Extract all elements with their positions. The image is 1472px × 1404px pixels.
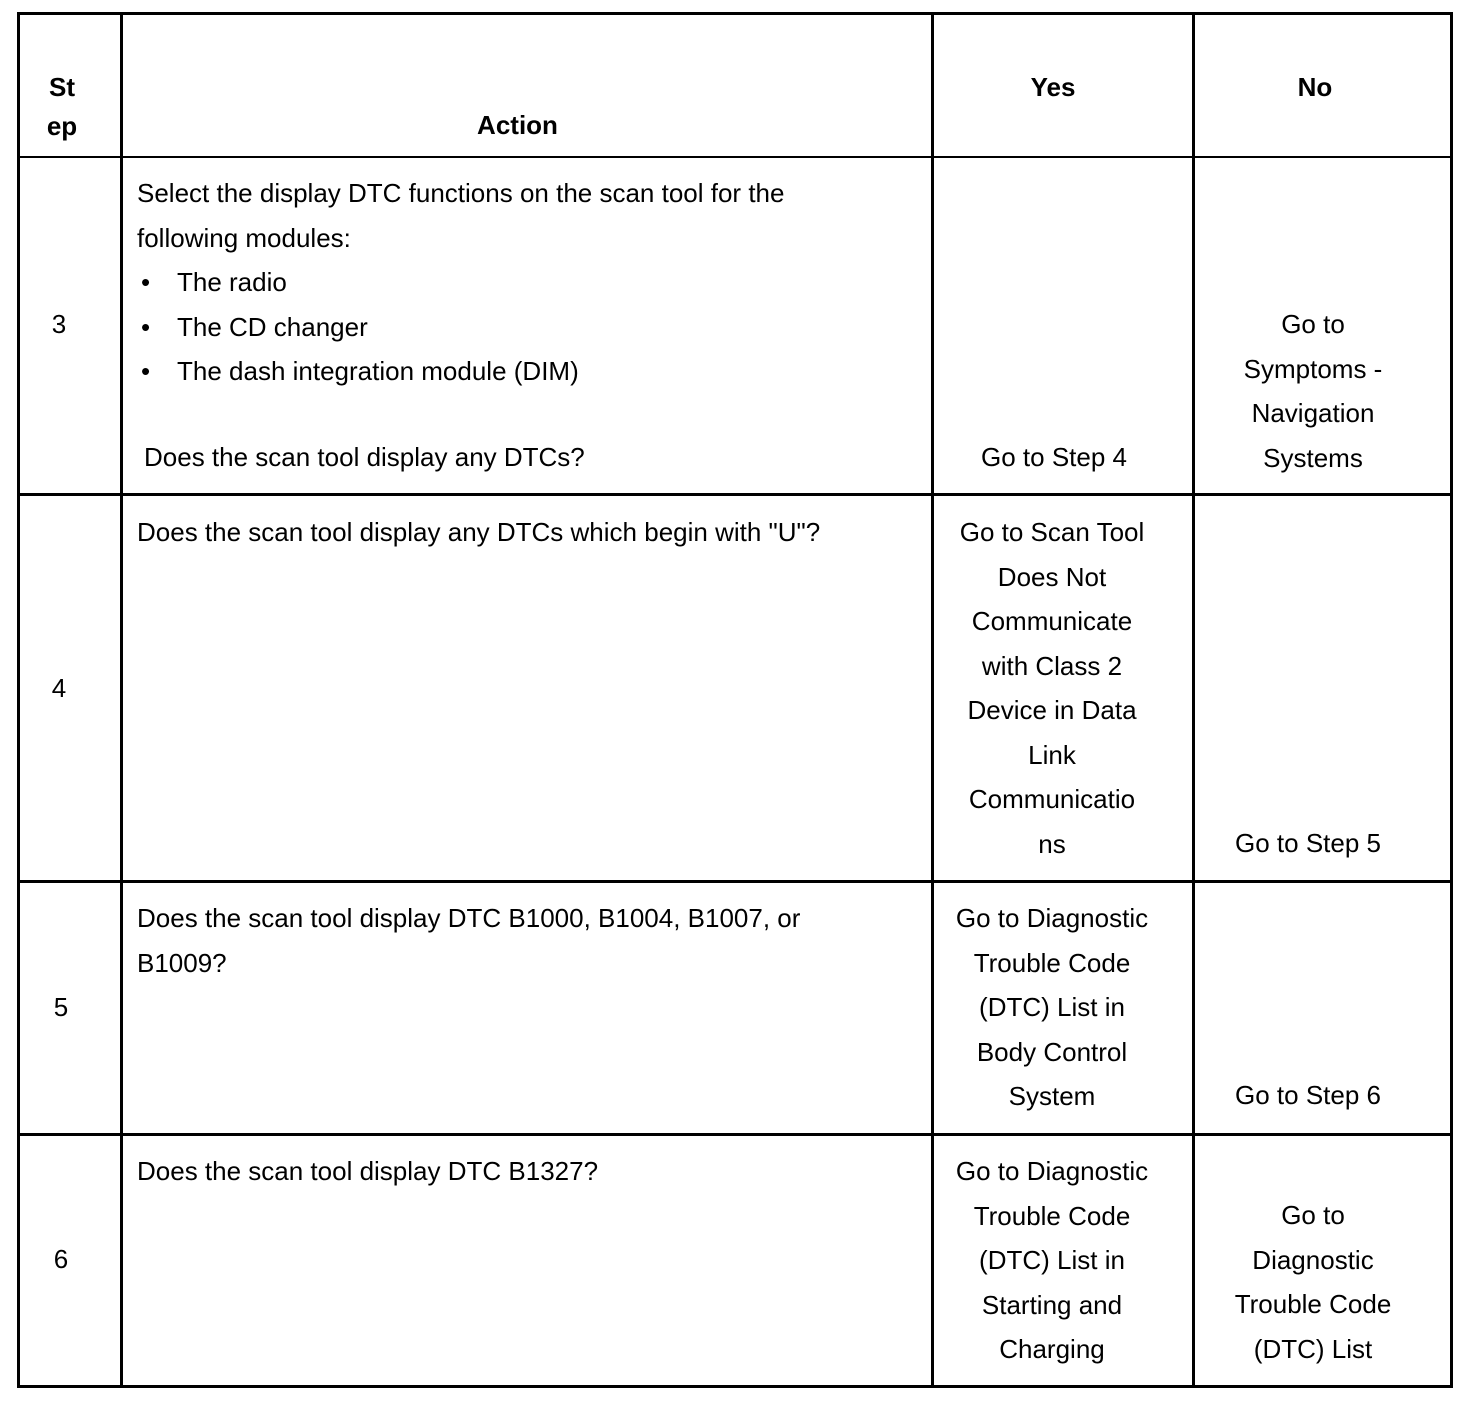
no-line: Trouble Code bbox=[1234, 1289, 1392, 1319]
action-text: following modules: bbox=[137, 222, 351, 253]
step-number: 5 bbox=[53, 992, 69, 1022]
row-divider bbox=[20, 493, 1450, 496]
no-line: Navigation bbox=[1251, 398, 1375, 428]
header-no: No bbox=[1297, 72, 1333, 102]
yes-line: (DTC) List in bbox=[979, 1245, 1125, 1275]
yes-line: ns bbox=[1038, 828, 1066, 859]
yes-line: Go to Scan Tool bbox=[959, 517, 1145, 547]
no-text bbox=[1195, 302, 1431, 480]
yes-line: Go to Diagnostic bbox=[955, 903, 1149, 933]
no-line: Symptoms - bbox=[1243, 353, 1383, 384]
header-yes: Yes bbox=[1030, 72, 1076, 102]
yes-line: (DTC) List in bbox=[979, 992, 1125, 1022]
yes-line: Communicate bbox=[971, 606, 1133, 636]
yes-line: Charging bbox=[999, 1334, 1105, 1364]
bullet-item: The dash integration module (DIM) bbox=[177, 356, 579, 386]
no-text bbox=[1195, 1193, 1431, 1371]
column-divider bbox=[120, 15, 123, 1385]
yes-text bbox=[935, 1149, 1169, 1372]
bullet-item: The CD changer bbox=[177, 311, 368, 342]
yes-text: Go to Step 4 bbox=[981, 442, 1127, 472]
question-text: Does the scan tool display any DTCs? bbox=[144, 442, 585, 472]
column-divider bbox=[931, 15, 934, 1385]
action-text: Does the scan tool display DTC B1000, B1004, B1007, or bbox=[137, 903, 801, 933]
step-number: 6 bbox=[53, 1244, 69, 1274]
no-text: Go to Step 5 bbox=[1235, 828, 1381, 858]
bullet-icon: • bbox=[141, 311, 151, 342]
yes-line: Does Not bbox=[997, 561, 1107, 592]
no-line: (DTC) List bbox=[1253, 1333, 1373, 1364]
no-line: Go to bbox=[1281, 1200, 1345, 1230]
yes-line: Trouble Code bbox=[973, 1200, 1131, 1231]
bullet-icon: • bbox=[141, 267, 151, 297]
yes-line: Body Control bbox=[976, 1036, 1128, 1067]
yes-text bbox=[935, 896, 1169, 1119]
row-divider bbox=[20, 1133, 1450, 1136]
header-step-line: St bbox=[49, 72, 75, 102]
yes-line: Starting and bbox=[981, 1289, 1123, 1320]
no-line: Diagnostic bbox=[1252, 1244, 1374, 1275]
header-action: Action bbox=[477, 110, 558, 140]
action-text: Does the scan tool display DTC B1327? bbox=[137, 1156, 599, 1186]
column-divider bbox=[1192, 15, 1195, 1385]
no-line: Go to bbox=[1281, 309, 1345, 339]
header-step bbox=[20, 68, 104, 146]
bullet-icon: • bbox=[141, 356, 151, 386]
action-text: B1009? bbox=[137, 947, 227, 978]
header-step-line: ep bbox=[46, 111, 78, 141]
yes-line: Trouble Code bbox=[973, 947, 1131, 978]
step-number: 3 bbox=[51, 309, 67, 339]
yes-line: with Class 2 bbox=[981, 650, 1123, 681]
bullet-item: The radio bbox=[177, 267, 287, 297]
yes-line: Go to Diagnostic bbox=[955, 1156, 1149, 1186]
yes-line: Link bbox=[1028, 739, 1076, 770]
yes-text bbox=[935, 510, 1169, 866]
yes-line: Device in Data bbox=[967, 695, 1137, 725]
yes-line: Communicatio bbox=[968, 784, 1136, 814]
step-number: 4 bbox=[51, 673, 67, 703]
no-line: Systems bbox=[1263, 442, 1363, 473]
row-divider bbox=[20, 156, 1450, 158]
row-divider bbox=[20, 880, 1450, 883]
yes-line: System bbox=[1008, 1081, 1096, 1111]
no-text: Go to Step 6 bbox=[1235, 1080, 1381, 1110]
action-text: Select the display DTC functions on the scan tool for the bbox=[137, 178, 785, 208]
action-text: Does the scan tool display any DTCs which begin with "U"? bbox=[137, 517, 821, 547]
